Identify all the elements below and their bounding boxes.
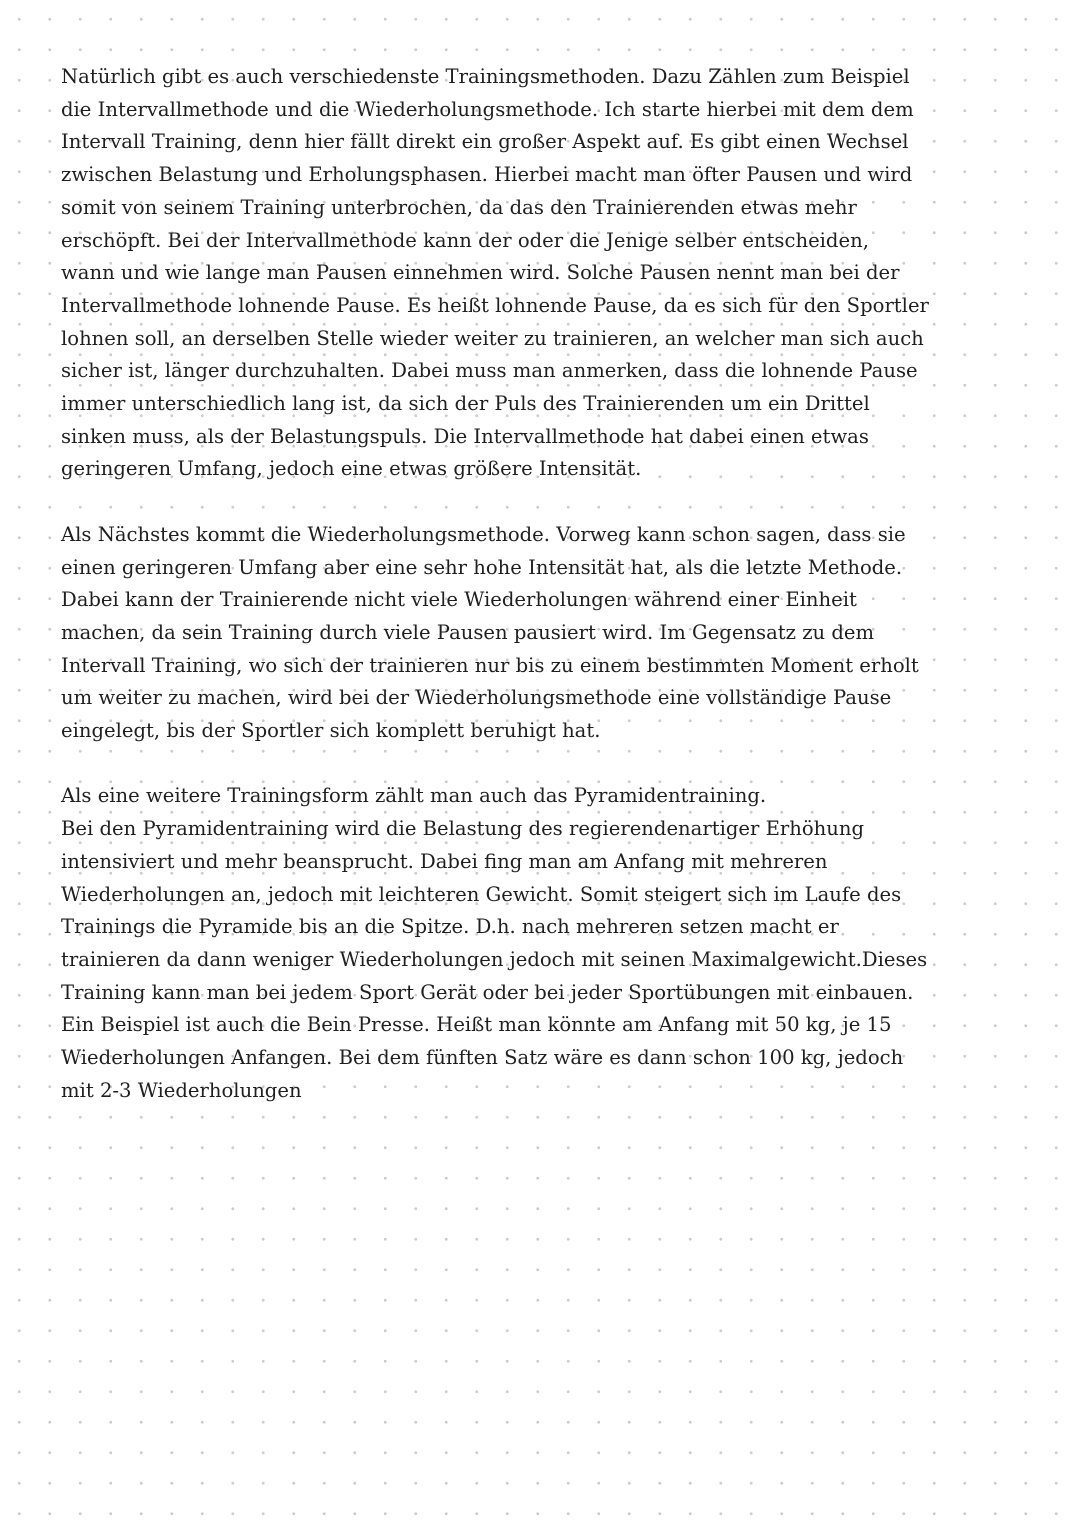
paragraph-pyramid-training: Als eine weitere Trainingsform zählt man auch das Pyramidentraining. Bei den Pyramidentraining wird die Belastung des regierendenartiger Erhöhung intensiviert und mehr beansprucht. Dabei fing man am Anfang mit mehreren Wiederholungen an, jedoch mit leichteren Gewicht. Somit steigert sich im Laufe des Trainings die Pyramide bis an die Spitze. D.h. nach mehreren setzen macht er trainieren da dann weniger Wiederholungen jedoch mit seinen Maximalgewicht.Dieses Training kann man bei jedem Sport Gerät oder bei jeder Sportübungen mit einbauen. Ein Beispiel ist auch die Bein Presse. Heißt man könnte am Anfang mit 50 kg, je 15 Wiederholungen Anfangen. Bei dem fünften Satz wäre es dann schon 100 kg, jedoch mit 2-3 Wiederholungen [61,784,928,1102]
paragraph-interval-method: Natürlich gibt es auch verschiedenste Trainingsmethoden. Dazu Zählen zum Beispiel die Intervallmethode und die Wiederholungsmethode. Ich starte hierbei mit dem dem Intervall Training, denn hier fällt direkt ein großer Aspekt auf. Es gibt einen Wechsel zwischen Belastung und Erholungsphasen. Hierbei macht man öfter Pausen und wird somit von seinem Training unterbrochen, da das den Trainierenden etwas mehr erschöpft. Bei der Intervallmethode kann der oder die Jenige selber entscheiden, wann und wie lange man Pausen einnehmen wird. Solche Pausen nennt man bei der Intervallmethode lohnende Pause. Es heißt lohnende Pause, da es sich für den Sportler lohnen soll, an derselben Stelle wieder weiter zu trainieren, an welcher man sich auch sicher ist, länger durchzuhalten. Dabei muss man anmerken, dass die lohnende Pause immer unterschiedlich lang ist, da sich der Puls des Trainierenden um ein Drittel sinken muss, als der Belastungspuls. Die Intervallmethode hat dabei einen etwas geringeren Umfang, jedoch eine etwas größere Intensität. [61,65,929,481]
document-page [61,61,1021,1140]
paragraph-repetition-method: Als Nächstes kommt die Wiederholungsmethode. Vorweg kann schon sagen, dass sie einen geringeren Umfang aber eine sehr hohe Intensität hat, als die letzte Methode. Dabei kann der Trainierende nicht viele Wiederholungen während einer Einheit machen, da sein Training durch viele Pausen pausiert wird. Im Gegensatz zu dem Intervall Training, wo sich der trainieren nur bis zu einem bestimmten Moment erholt um weiter zu machen, wird bei der Wiederholungsmethode eine vollständige Pause eingelegt, bis der Sportler sich komplett beruhigt hat. [61,522,919,743]
